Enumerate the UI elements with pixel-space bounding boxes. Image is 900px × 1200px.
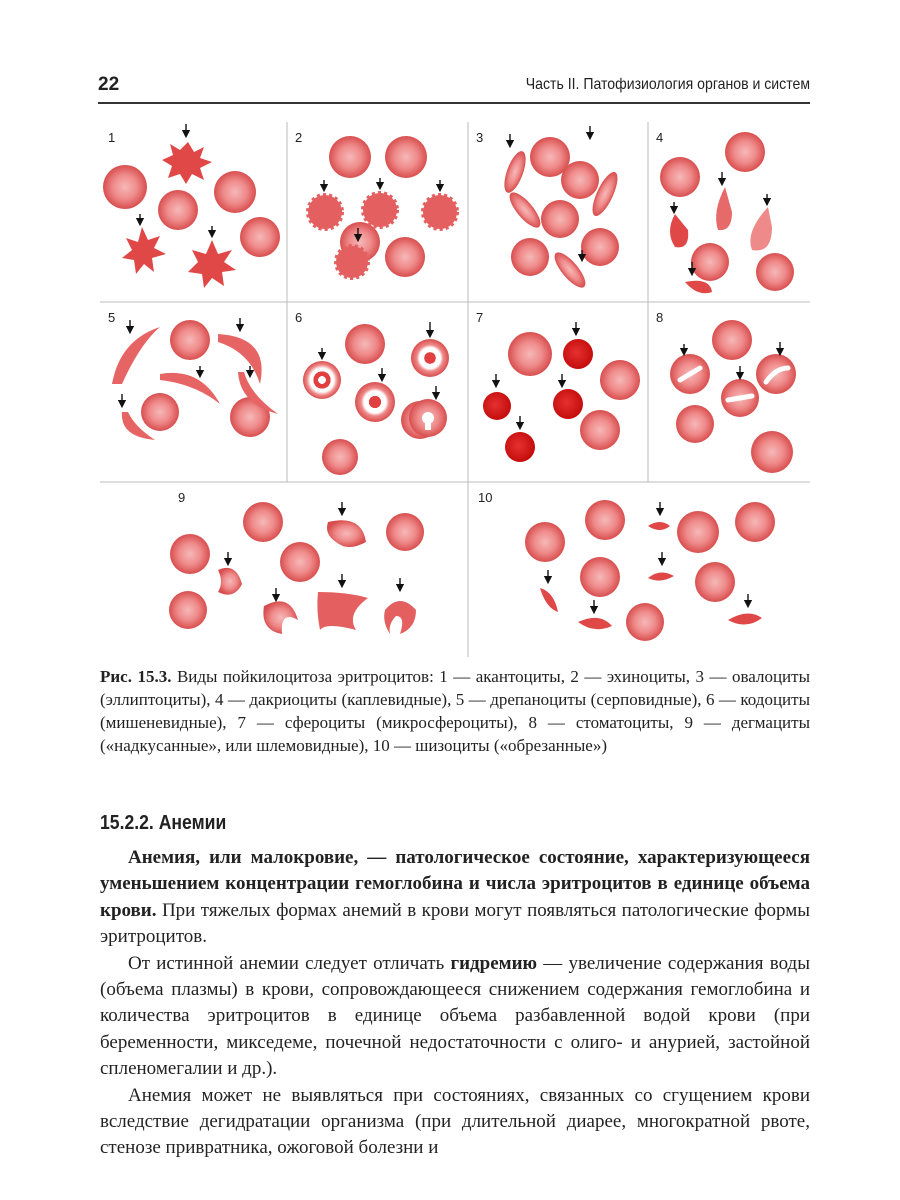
body-text xyxy=(100,845,810,1162)
running-head: Часть II. Патофизиология органов и систем xyxy=(525,76,810,93)
panel-acanthocytes xyxy=(103,124,280,288)
paragraph-2 xyxy=(100,951,810,1083)
figure-caption xyxy=(100,665,810,757)
panel-dacryocytes xyxy=(660,132,794,293)
paragraph-1-rest: При тяжелых формах анемий в крови могут появляться патологические формы эритроцитов. xyxy=(100,899,810,948)
paragraph-2-term: гидремию xyxy=(450,952,538,974)
panel-stomatocytes xyxy=(670,320,796,473)
panel-label-5: 5 xyxy=(108,310,116,325)
poikilocytosis-figure xyxy=(100,122,810,657)
page-number: 22 xyxy=(98,74,120,95)
paragraph-1-definition: Анемия, или малокровие, — патологическое состояние, характеризующееся уменьшением концентрации гемоглобина и числа эритроцитов в единице объема крови. xyxy=(100,847,810,921)
panel-label-1: 1 xyxy=(108,130,116,145)
panel-label-2: 2 xyxy=(295,130,303,145)
caption-text: Виды пойкилоцитоза эритроцитов: 1 — акантоциты, 2 — эхиноциты, 3 — овалоциты (эллиптоциты), 4 — дакриоциты (каплевидные), 5 — дрепаноциты (серповидные), 6 — кодоциты (мишеневидные), 7 — сфероциты (микросфероциты), 8 — стоматоциты, 9 — дегмациты («надкусанные», или шлемовидные), 10 — шизоциты («обрезанные») xyxy=(100,667,810,755)
panel-label-6: 6 xyxy=(295,310,303,325)
paragraph-3: Анемия может не выявляться при состояниях, связанных со сгущением крови вследствие дегидратации организма (при длительной диарее, многократной рвоте, стенозе привратника, ожоговой болезни и xyxy=(100,1084,810,1159)
panel-label-9: 9 xyxy=(178,490,186,505)
panel-label-8: 8 xyxy=(656,310,664,325)
panel-echinocytes xyxy=(308,136,457,278)
panel-label-4: 4 xyxy=(656,130,664,145)
panel-spherocytes xyxy=(483,322,640,462)
panel-label-3: 3 xyxy=(476,130,484,145)
panel-label-7: 7 xyxy=(476,310,484,325)
panel-ovalocytes xyxy=(500,126,622,292)
figure-illustration xyxy=(100,122,810,657)
panel-schizocytes xyxy=(525,500,775,641)
panel-degmacytes xyxy=(169,502,424,634)
paragraph-2-rest: — увеличение содержания воды (объема плазмы) в крови, сопровождающееся снижением содержания гемоглобина и количества эритроцитов в единице объема разбавленной водой крови (при беременности, микседеме, почечной недостаточности с олиго- и анурией, застойной спленомегалии и др.). xyxy=(100,952,810,1080)
paragraph-2-start: От истинной анемии следует отличать xyxy=(128,952,451,974)
panel-drepanocytes xyxy=(112,318,278,440)
page-header xyxy=(98,72,810,104)
caption-label: Рис. 15.3. xyxy=(100,667,172,686)
paragraph-1 xyxy=(100,845,810,951)
panel-codocytes xyxy=(303,322,449,475)
panel-label-10: 10 xyxy=(478,490,493,505)
section-title: 15.2.2. Анемии xyxy=(100,812,227,834)
